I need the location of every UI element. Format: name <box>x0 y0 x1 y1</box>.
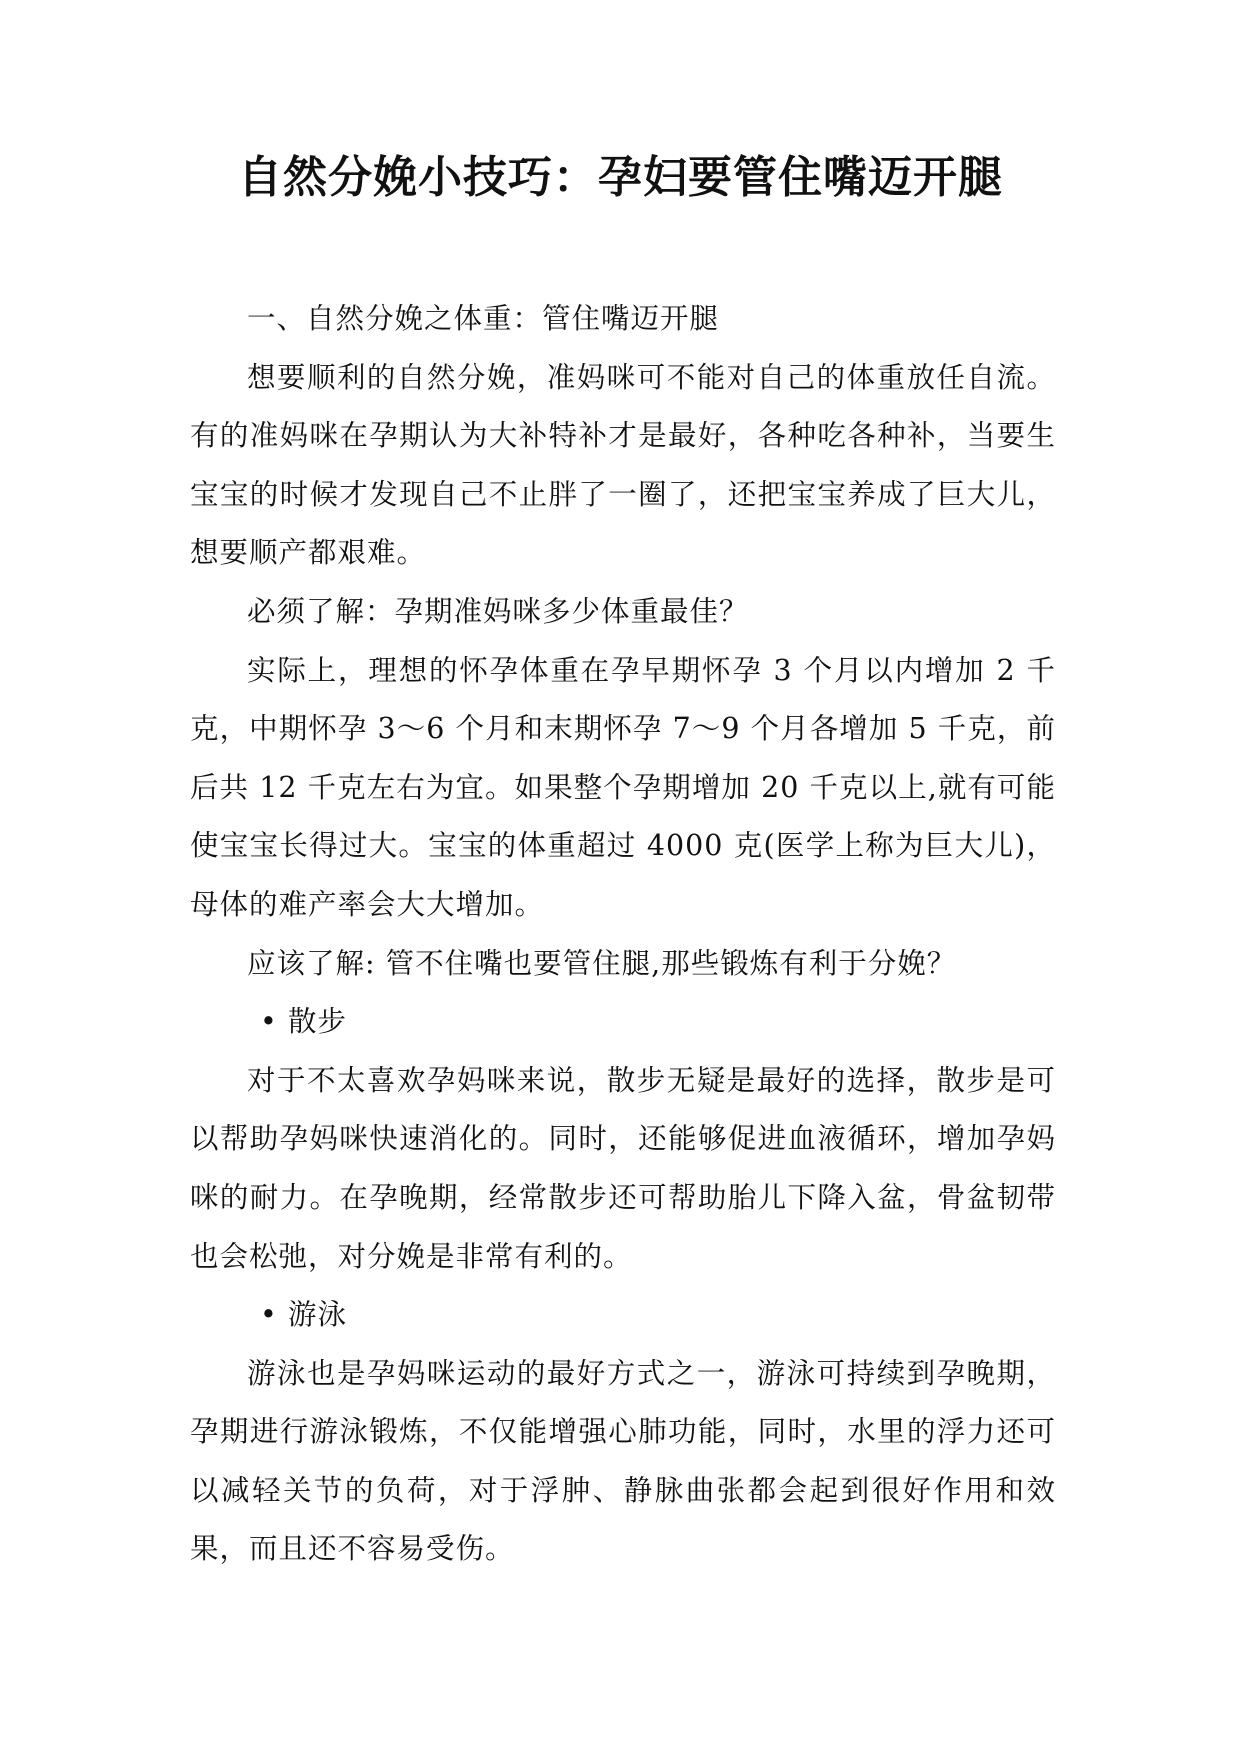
bullet-item-walk <box>190 993 1056 1052</box>
bullet-label-walk: 散步 <box>288 1005 348 1039</box>
section-heading-weight: 一、自然分娩之体重：管住嘴迈开腿 <box>247 302 720 335</box>
bullet-item-swim <box>190 1286 1056 1345</box>
document-body <box>190 290 1056 1579</box>
paragraph-weight-guidance: 实际上，理想的怀孕体重在孕早期怀孕 3 个月以内增加 2 千克，中期怀孕 3～6 个月和末期怀孕 7～9 个月各增加 5 千克，前后共 12 千克左右为宜。如果整个孕期增加 20 千克以上,就有可能使宝宝长得过大。宝宝的体重超过 4000 克(医学上称为巨大儿)，母体的难产率会大大增加。 <box>190 653 1056 921</box>
bullet-label-swim: 游泳 <box>288 1298 348 1332</box>
bullet-dot-icon: • <box>260 1005 278 1039</box>
paragraph-walk: 对于不太喜欢孕妈咪来说，散步无疑是最好的选择，散步是可以帮助孕妈咪快速消化的。同时，还能够促进血液循环，增加孕妈咪的耐力。在孕晚期，经常散步还可帮助胎儿下降入盆，骨盆韧带也会松弛，对分娩是非常有利的。 <box>190 1063 1056 1273</box>
bullet-dot-icon: • <box>260 1298 278 1332</box>
paragraph-intro: 想要顺利的自然分娩，准妈咪可不能对自己的体重放任自流。有的准妈咪在孕期认为大补特补才是最好，各种吃各种补，当要生宝宝的时候才发现自己不止胖了一圈了，还把宝宝养成了巨大儿，想要顺产都艰难。 <box>190 360 1056 570</box>
document-title: 自然分娩小技巧：孕妇要管住嘴迈开腿 <box>238 152 1003 203</box>
paragraph-swim: 游泳也是孕妈咪运动的最好方式之一，游泳可持续到孕晚期，孕期进行游泳锻炼，不仅能增强心肺功能，同时，水里的浮力还可以减轻关节的负荷，对于浮肿、静脉曲张都会起到很好作用和效果，而且还不容易受伤。 <box>190 1356 1056 1566</box>
paragraph-question-weight: 必须了解：孕期准妈咪多少体重最佳？ <box>247 594 749 628</box>
paragraph-question-exercise: 应该了解: 管不住嘴也要管住腿,那些锻炼有利于分娩？ <box>247 946 957 980</box>
